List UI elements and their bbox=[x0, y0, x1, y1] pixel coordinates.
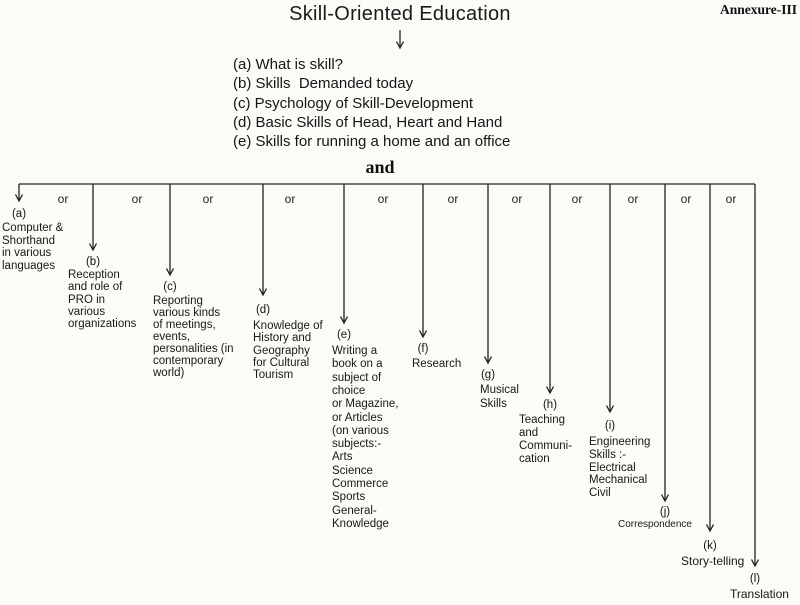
branch-text-i-line-5: Civil bbox=[589, 487, 611, 500]
annexure-label: Annexure-III bbox=[719, 2, 797, 17]
branch-text-h-line-1: Teaching bbox=[519, 414, 566, 426]
branch-text-j-line-1: Correspondence bbox=[618, 519, 692, 530]
branch-text-b-line-3: PRO in bbox=[68, 293, 106, 306]
branch-text-d-line-2: History and bbox=[253, 332, 312, 345]
branch-label-c: (c) bbox=[163, 281, 177, 293]
or-label-7: or bbox=[511, 192, 523, 206]
branch-text-h-line-2: and bbox=[519, 427, 539, 439]
branch-label-h: (h) bbox=[542, 399, 558, 411]
branch-label-g: (g) bbox=[480, 369, 496, 381]
branch-text-e-line-12: Sports bbox=[332, 491, 366, 504]
branch-text-c-line-3: of meetings, bbox=[153, 319, 216, 331]
branch-text-e-line-8: subjects:- bbox=[332, 438, 382, 451]
branch-text-f-line-1: Research bbox=[412, 358, 462, 370]
branch-text-d-line-3: Geography bbox=[253, 344, 310, 357]
branch-text-c-line-7: world) bbox=[153, 367, 185, 379]
intro-item-d: (d) Basic Skills of Head, Heart and Hand bbox=[233, 113, 503, 131]
branch-label-a: (a) bbox=[11, 208, 27, 220]
branch-text-e-line-3: subject of bbox=[332, 371, 382, 384]
branch-text-e-line-7: (on various bbox=[332, 424, 389, 437]
branch-text-b-line-5: organizations bbox=[68, 318, 137, 331]
branch-text-c-line-1: Reporting bbox=[153, 295, 203, 307]
or-label-4: or bbox=[284, 192, 296, 206]
branch-text-e-line-14: Knowledge bbox=[332, 517, 389, 530]
branch-text-d-line-1: Knowledge of bbox=[253, 320, 323, 332]
branch-label-e: (e) bbox=[336, 329, 352, 341]
intro-item-c: (c) Psychology of Skill-Development bbox=[233, 94, 474, 112]
branch-text-g-line-2: Skills bbox=[480, 397, 507, 410]
branch-text-c-line-5: personalities (in bbox=[153, 343, 234, 355]
branch-text-e-line-13: General- bbox=[332, 504, 377, 517]
or-label-1: or bbox=[57, 192, 69, 206]
branch-label-k: (k) bbox=[703, 540, 717, 552]
or-label-10: or bbox=[680, 192, 692, 206]
or-label-9: or bbox=[627, 192, 639, 206]
branch-text-e-line-4: choice bbox=[332, 384, 366, 397]
branch-text-l-line-1: Translation bbox=[730, 587, 789, 601]
branch-text-e-line-6: or Articles bbox=[332, 411, 383, 424]
branch-text-e-line-10: Science bbox=[332, 464, 373, 477]
branch-label-b: (b) bbox=[85, 256, 101, 268]
or-label-6: or bbox=[447, 192, 459, 206]
branch-text-c-line-6: contemporary bbox=[153, 355, 224, 367]
or-label-11: or bbox=[725, 192, 737, 206]
branch-label-i: (i) bbox=[604, 420, 616, 432]
or-label-5: or bbox=[377, 192, 389, 206]
branch-text-d-line-5: Tourism bbox=[253, 369, 294, 382]
or-label-3: or bbox=[202, 192, 214, 206]
or-label-8: or bbox=[571, 192, 583, 206]
branch-text-c-line-4: events, bbox=[153, 331, 191, 343]
branch-text-e-line-2: book on a bbox=[332, 358, 383, 371]
branch-text-i-line-3: Electrical bbox=[589, 461, 636, 474]
branch-text-a-line-2: Shorthand bbox=[2, 234, 56, 247]
branch-text-e-line-1: Writing a bbox=[332, 345, 378, 357]
branch-text-b-line-4: various bbox=[68, 305, 106, 318]
branch-text-h-line-3: Communi- bbox=[519, 440, 573, 452]
branch-text-h-line-4: cation bbox=[519, 453, 550, 465]
intro-item-a: (a) What is skill? bbox=[233, 56, 344, 73]
branch-text-b-line-1: Reception bbox=[68, 269, 120, 281]
branch-label-j: (j) bbox=[659, 506, 671, 518]
branch-text-g-line-1: Musical bbox=[480, 384, 519, 396]
branch-text-i-line-1: Engineering bbox=[589, 436, 651, 448]
or-label-2: or bbox=[131, 192, 143, 206]
page-title: Skill-Oriented Education bbox=[289, 3, 511, 25]
and-connector-label: and bbox=[365, 157, 395, 177]
branch-text-a-line-3: in various bbox=[2, 247, 52, 260]
branch-text-e-line-9: Arts bbox=[332, 451, 353, 464]
intro-topic-list bbox=[233, 55, 510, 151]
branch-text-i-line-4: Mechanical bbox=[589, 474, 648, 487]
branch-text-a-line-4: languages bbox=[2, 259, 56, 272]
branch-text-e-line-5: or Magazine, bbox=[332, 398, 399, 411]
branch-text-b-line-2: and role of bbox=[68, 281, 123, 294]
branch-label-l: (l) bbox=[749, 573, 761, 585]
branch-text-i-line-2: Skills :- bbox=[589, 448, 627, 461]
branch-text-c-line-2: various kinds bbox=[153, 307, 221, 319]
intro-item-e: (e) Skills for running a home and an office bbox=[233, 133, 511, 151]
intro-item-b: (b) Skills Demanded today bbox=[233, 75, 414, 93]
branch-label-d: (d) bbox=[255, 304, 271, 316]
branch-text-e-line-11: Commerce bbox=[332, 478, 389, 490]
branch-label-f: (f) bbox=[417, 343, 429, 355]
branch-text-a-line-1: Computer & bbox=[2, 222, 64, 234]
branch-text-d-line-4: for Cultural bbox=[253, 356, 310, 369]
branch-text-k-line-1: Story-telling bbox=[681, 554, 745, 568]
